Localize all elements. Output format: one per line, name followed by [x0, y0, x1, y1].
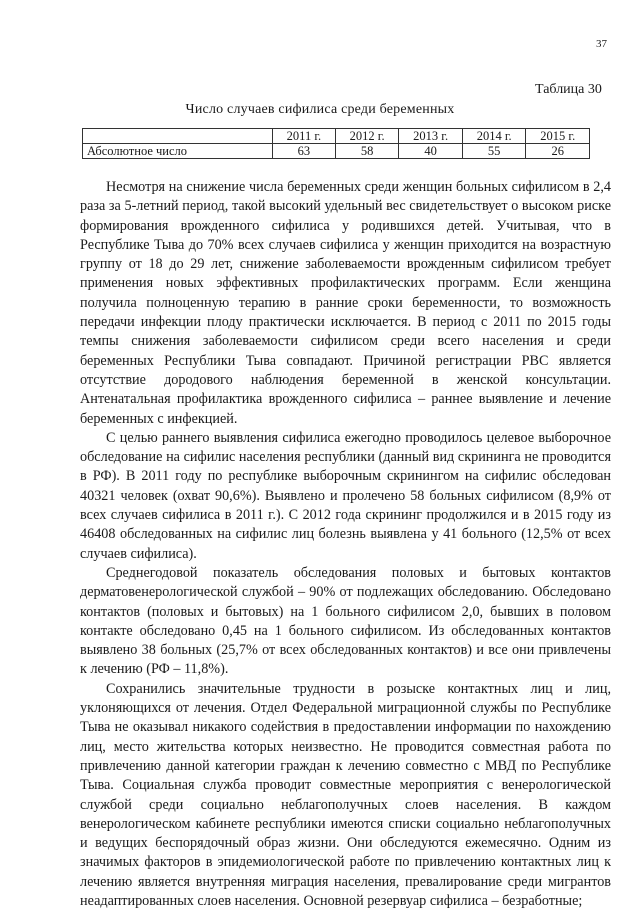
table-corner-cell: [83, 129, 273, 144]
table-cell: 63: [273, 144, 336, 159]
paragraph: Сохранились значительные трудности в розыске контактных лиц и лиц, уклоняющихся от лечения. Отдел Федеральной миграционной службы по Республике Тыва не оказывал никакого содействия в предоставлении информации по нахождению лиц, место жительства которых неизвестно. Не проводится совместная работа по привлечению данной категории граждан к лечению совместно с МВД по Республике Тыва. Социальная служба проводит совместные мероприятия с венерологической службой среди социально неблагополучных слоев населения. В каждом венерологическом кабинете республики имеются списки социально неблагополучных и ведущих беспорядочный образ жизни. Они обследуются ежемесячно. Одним из значимых факторов в эпидемиологической работе по привлечению контактных лиц к лечению является внутренняя миграция населения, превалирование среди мигрантов неадаптированных слоев населения. Основной резервуар сифилиса – безработные;: [80, 680, 611, 909]
column-header: 2012 г.: [335, 129, 399, 144]
table-cell: 58: [335, 144, 399, 159]
paragraph: С целью раннего выявления сифилиса ежегодно проводилось целевое выборочное обследование на сифилис населения республики (данный вид скрининга не проводится в РФ). В 2011 году по республике выборочным скринингом на сифилис обследован 40321 человек (охват 90,6%). Выявлено и пролечено 58 больных сифилисом (8,9% от всех случаев сифилиса в 2011 г.). С 2012 года скрининг продолжился и в 2015 году из 46408 обследованных на сифилис лиц болезнь выявлена у 41 больного (12,5% от всех случаев сифилиса).: [80, 429, 611, 562]
table-cell: 55: [462, 144, 526, 159]
body-text: [80, 178, 611, 911]
paragraph: Среднегодовой показатель обследования половых и бытовых контактов дерматовенерологической службой – 90% от подлежащих обследованию. Обследовано контактов (половых и бытовых) на 1 больного сифилисом 2,0, бывших в половом контакте обследовано 0,45 на 1 больного сифилисом. Из обследованных контактов выявлено 38 больных (25,7% от всех обследованных контактов) и все они привлечены к лечению (РФ – 11,8%).: [80, 564, 611, 678]
page-number: 37: [596, 38, 607, 50]
column-header: 2015 г.: [526, 129, 590, 144]
paragraph: Несмотря на снижение числа беременных среди женщин больных сифилисом в 2,4 раза за 5-летний период, такой высокий удельный вес свидетельствует о высоком риске формирования врожденного сифилиса у родившихся детей. Учитывая, что в Республике Тыва до 70% всех случаев сифилиса у женщин приходится на возрастную группу от 18 до 29 лет, снижение заболеваемости врожденным сифилисом требует применения новых эффективных профилактических программ. Если женщина получила полноценную терапию в ранние сроки беременности, то возможность передачи инфекции плоду практически исключается. В период с 2011 по 2015 годы темпы снижения заболеваемости сифилисом среди всего населения и среди беременных Республики Тыва совпадают. Причиной регистрации РВС является отсутствие дородового наблюдения беременной в женской консультации. Антенатальная профилактика врожденного сифилиса – раннее выявление и лечение беременных с инфекцией.: [80, 179, 611, 427]
table-cell: 40: [399, 144, 463, 159]
table-title: Число случаев сифилиса среди беременных: [185, 102, 455, 117]
syphilis-pregnant-table: [82, 128, 590, 159]
column-header: 2013 г.: [399, 129, 463, 144]
row-label: Абсолютное число: [83, 144, 273, 159]
table-header-row: [83, 129, 590, 144]
table-cell: 26: [526, 144, 590, 159]
column-header: 2011 г.: [273, 129, 336, 144]
table-label: Таблица 30: [535, 82, 602, 97]
table-row: [83, 144, 590, 159]
column-header: 2014 г.: [462, 129, 526, 144]
